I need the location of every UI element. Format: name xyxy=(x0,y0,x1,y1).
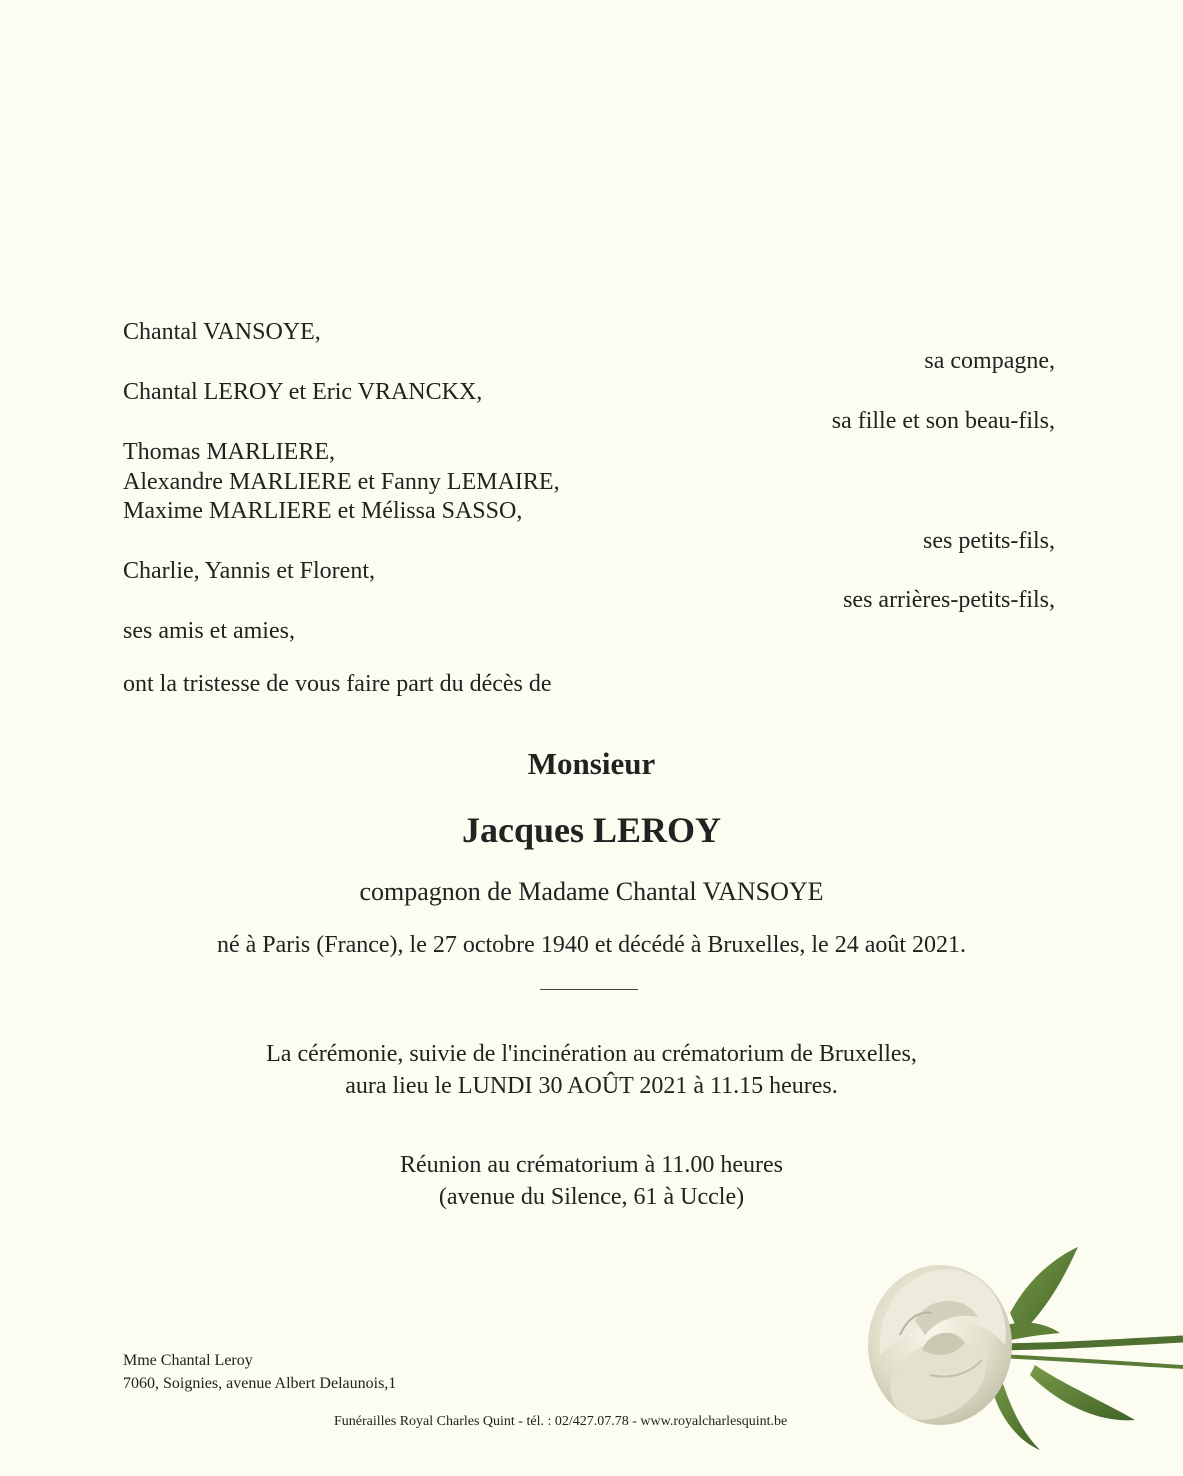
deceased-dates: né à Paris (France), le 27 octobre 1940 et décédé à Bruxelles, le 24 août 2021. xyxy=(216,932,967,958)
announcement-line: ont la tristesse de vous faire part du décès de xyxy=(123,671,552,697)
companion-role: sa compagne, xyxy=(924,348,1055,374)
great-grandchildren-role: ses arrières-petits-fils, xyxy=(843,587,1055,613)
daughter-role: sa fille et son beau-fils, xyxy=(831,408,1055,434)
ceremony-line-1: La cérémonie, suivie de l'incinération au crématorium de Bruxelles, xyxy=(266,1041,917,1067)
meeting-line-2: (avenue du Silence, 61 à Uccle) xyxy=(438,1184,745,1210)
ceremony-line-2: aura lieu le LUNDI 30 AOÛT 2021 à 11.15 heures. xyxy=(345,1073,838,1099)
contact-name: Mme Chantal Leroy xyxy=(123,1352,253,1369)
meeting-block xyxy=(0,1149,1183,1213)
deceased-name: Jacques LEROY xyxy=(461,810,722,850)
grandchild-1: Thomas MARLIERE, xyxy=(123,439,335,465)
section-divider xyxy=(540,989,638,990)
grandchild-2: Alexandre MARLIERE et Fanny LEMAIRE, xyxy=(123,469,560,495)
contact-address: 7060, Soignies, avenue Albert Delaunois,1 xyxy=(123,1375,397,1392)
daughter-names: Chantal LEROY et Eric VRANCKX, xyxy=(123,379,483,405)
white-rose-icon xyxy=(860,1235,1183,1455)
ceremony-block xyxy=(0,1038,1183,1102)
deceased-relation: compagnon de Madame Chantal VANSOYE xyxy=(359,877,824,906)
meeting-line-1: Réunion au crématorium à 11.00 heures xyxy=(400,1152,783,1178)
friends-line: ses amis et amies, xyxy=(123,618,295,644)
companion-name: Chantal VANSOYE, xyxy=(123,319,321,345)
deceased-title: Monsieur xyxy=(527,746,656,781)
funeral-home-footer: Funérailles Royal Charles Quint - tél. : 02/427.07.78 - www.royalcharlesquint.be xyxy=(334,1414,788,1429)
great-grandchildren-names: Charlie, Yannis et Florent, xyxy=(123,558,375,584)
grandchildren-role: ses petits-fils, xyxy=(923,528,1055,554)
grandchild-3: Maxime MARLIERE et Mélissa SASSO, xyxy=(123,498,523,524)
